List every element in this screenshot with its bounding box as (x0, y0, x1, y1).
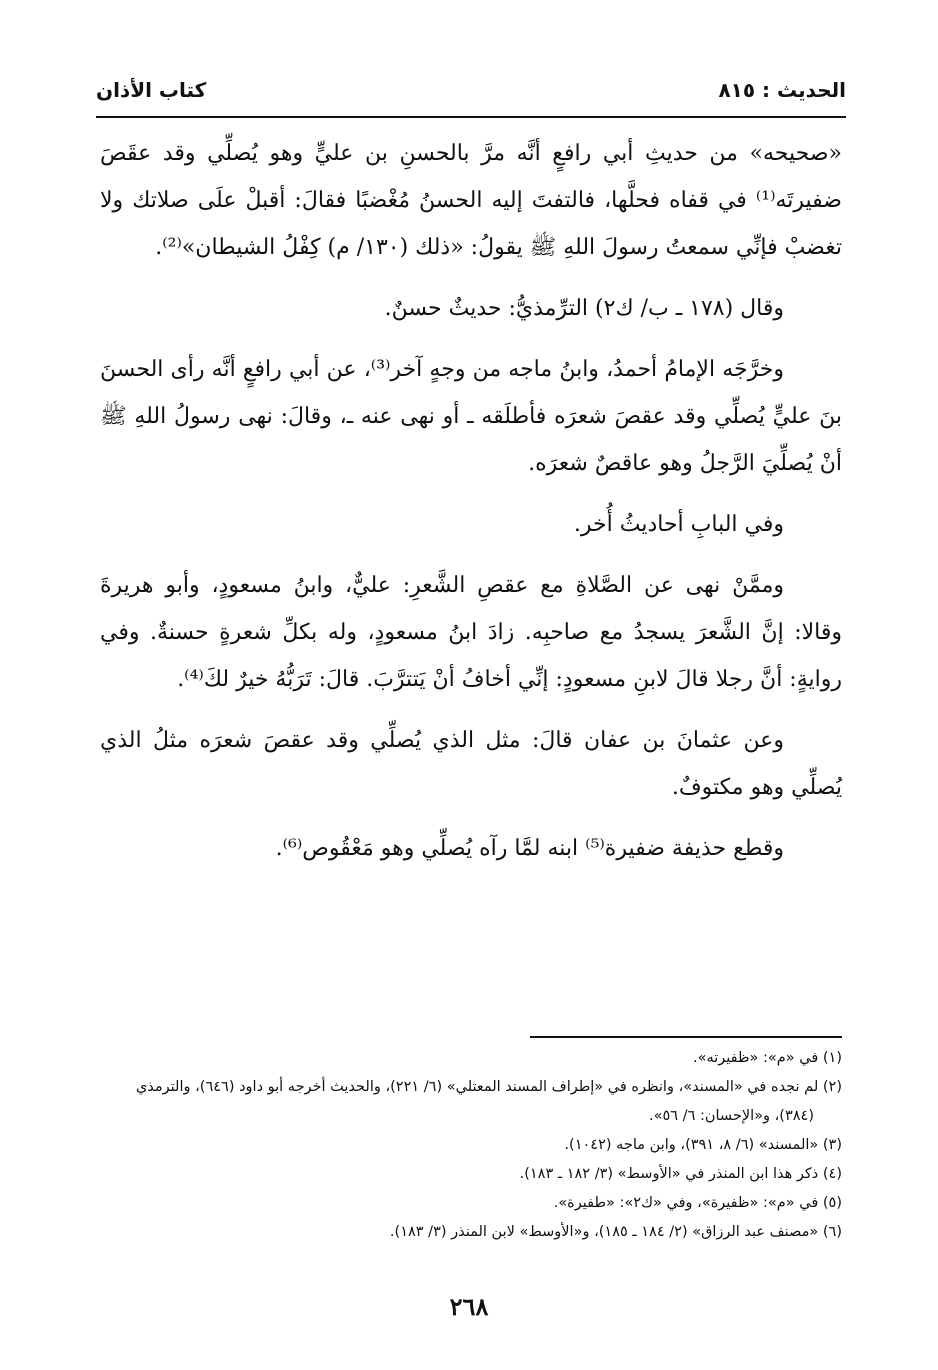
paragraph: وفي البابِ أحاديثُ أُخر. (573, 512, 784, 537)
main-text (100, 130, 842, 886)
paragraph: وممَّنْ نهى عن الصَّلاةِ مع عقصِ الشَّعرِ: عليٌّ، وابنُ مسعودٍ، وأبو هريرةَ وقالا: إنَّ الشَّعرَ يسجدُ مع صاحبِه. زادَ ابنُ مسعودٍ، وله بكلِّ شعرةٍ حسنةٌ. وفي روايةٍ: أنَّ رجلا قالَ لابنِ مسعودٍ: إنِّي أخافُ أنْ يَتترَّبَ. قالَ: تَرَبُّهُ خيرٌ لكَ⁽⁴⁾. (100, 573, 842, 692)
book-title: كتاب الأذان (96, 78, 207, 102)
hadith-number: الحديث : ٨١٥ (718, 78, 846, 102)
footnote-rule (530, 1036, 842, 1038)
paragraph: وخرَّجَه الإمامُ أحمدُ، وابنُ ماجه من وجهٍ آخر⁽³⁾، عن أبي رافعٍ أنَّه رأى الحسنَ بنَ عليٍّ يُصلِّي وقد عقصَ شعرَه فأطلَقه ـ أو نهى عنه ـ، وقالَ: نهى رسولُ اللهِ ﷺ أنْ يُصلِّيَ الرَّجلُ وهو عاقصٌ شعرَه. (100, 357, 842, 476)
footnote: (٢) لم نجده في «المسند»، وانظره في «إطراف المسند المعتلي» (٦/ ٢٢١)، والحديث أخرجه أبو داود (٦٤٦)، والترمذي (٣٨٤)، و«الإحسان: ٦/ ٥٦». (135, 1079, 842, 1124)
paragraph: وقال (١٧٨ ـ ب/ ك٢) الترِّمذيُّ: حديثٌ حسنٌ. (384, 296, 784, 321)
paragraph: «صحيحه» من حديثِ أبي رافعٍ أنَّه مرَّ بالحسنِ بن عليٍّ وهو يُصلِّي وقد عقَصَ ضفيرتَه⁽¹⁾ في قفاه فحلَّها، فالتفتَ إليه الحسنُ مُغْضبًا فقالَ: أقبلْ علَى صلاتك ولا تغضبْ فإنِّي سمعتُ رسولَ اللهِ ﷺ يقولُ: «ذلك (١٣٠/ م) كِفْلُ الشيطان»⁽²⁾. (100, 141, 842, 260)
footnote: (٥) في «م»: «ظفيرة»، وفي «ك٢»: «طفيرة». (553, 1195, 842, 1211)
footnote: (٤) ذكر هذا ابن المنذر في «الأوسط» (٣/ ١٨٢ ـ ١٨٣). (519, 1166, 842, 1182)
footnote: (١) في «م»: «ظفيرته». (693, 1050, 842, 1066)
page-number: ٢٦٨ (449, 1292, 489, 1321)
footnote: (٣) «المسند» (٦/ ٨، ٣٩١)، وابن ماجه (١٠٤٢). (564, 1137, 842, 1153)
running-header (96, 78, 846, 114)
footnote: (٦) «مصنف عبد الرزاق» (٢/ ١٨٤ ـ ١٨٥)، و«الأوسط» لابن المنذر (٣/ ١٨٣). (389, 1224, 842, 1240)
paragraph: وعن عثمانَ بن عفان قالَ: مثل الذي يُصلِّي وقد عقصَ شعرَه مثلُ الذي يُصلِّي وهو مكتوفٌ. (100, 728, 842, 800)
header-rule (96, 116, 846, 118)
paragraph: وقطع حذيفة ضفيرة⁽⁵⁾ ابنه لمَّا رآه يُصلِّي وهو مَعْقُوص⁽⁶⁾. (275, 836, 784, 861)
footnotes (100, 1044, 842, 1247)
